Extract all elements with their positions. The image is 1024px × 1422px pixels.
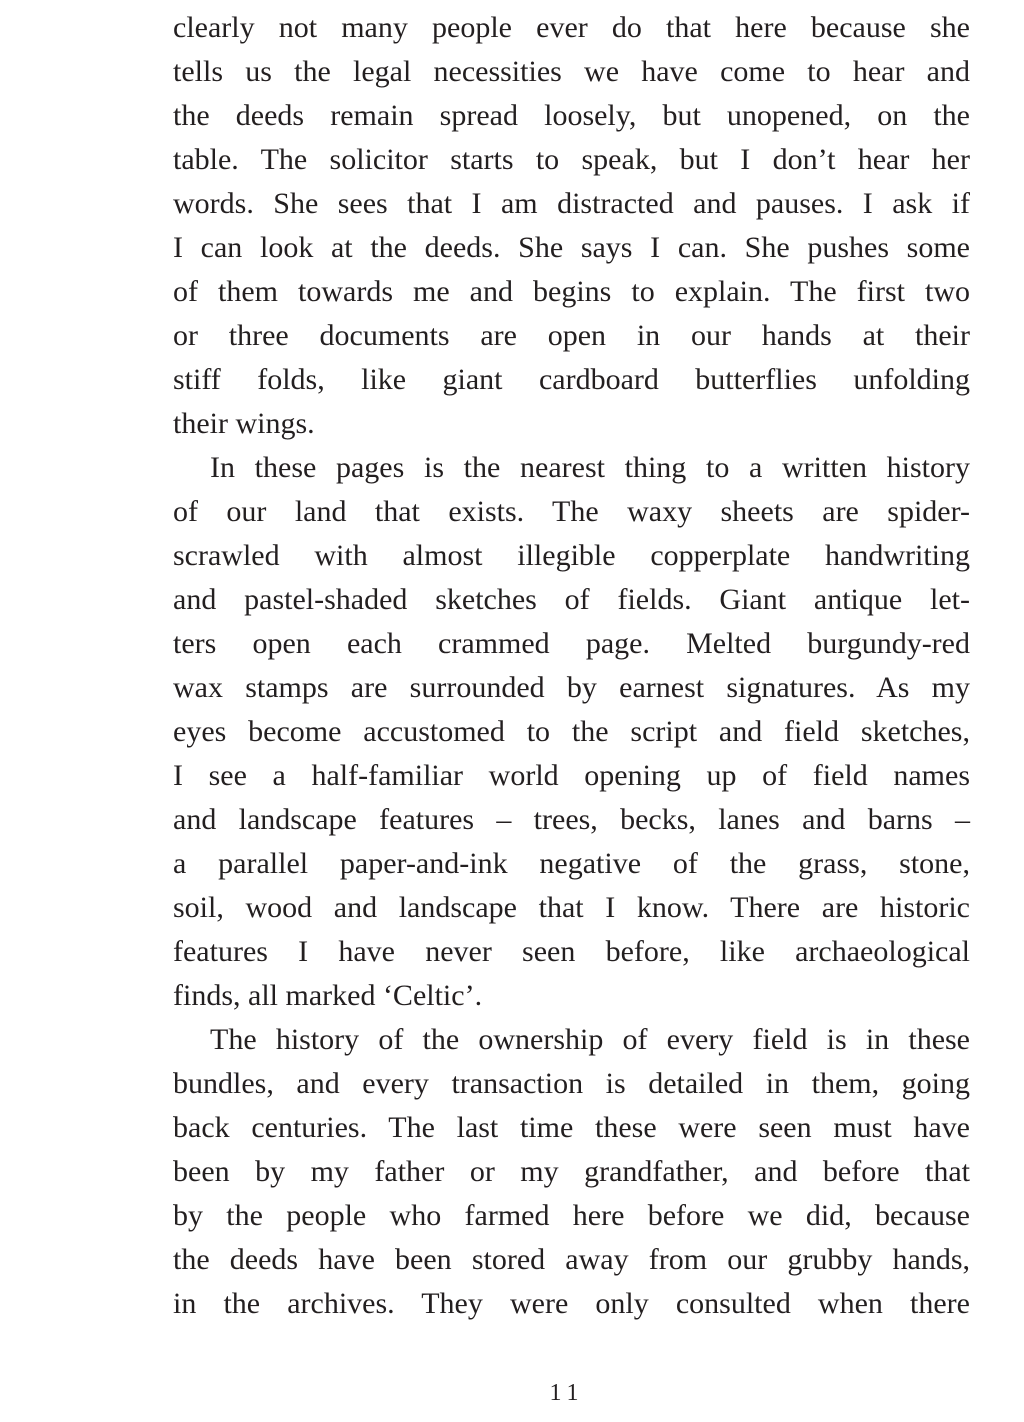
text-line: back centuries. The last time these were seen must have <box>173 1111 970 1144</box>
text-line: and pastel-shaded sketches of fields. Giant antique let- <box>173 583 970 616</box>
text-line: finds, all marked ‘Celtic’. <box>173 979 483 1012</box>
text-line: scrawled with almost illegible copperplate handwriting <box>173 539 970 572</box>
page-number: 11 <box>549 1380 585 1406</box>
text-line: In these pages is the nearest thing to a written history <box>210 451 970 484</box>
text-line: tells us the legal necessities we have come to hear and <box>173 55 970 88</box>
text-line: words. She sees that I am distracted and pauses. I ask if <box>173 187 970 220</box>
text-line: and landscape features – trees, becks, lanes and barns – <box>173 803 970 836</box>
text-line: I see a half-familiar world opening up of field names <box>173 759 970 792</box>
text-line: the deeds have been stored away from our grubby hands, <box>173 1243 970 1276</box>
text-line: table. The solicitor starts to speak, but I don’t hear her <box>173 143 970 176</box>
text-line: their wings. <box>173 407 315 440</box>
text-line: by the people who farmed here before we did, because <box>173 1199 970 1232</box>
text-line: The history of the ownership of every field is in these <box>210 1023 970 1056</box>
text-line: of them towards me and begins to explain. The first two <box>173 275 970 308</box>
paragraph <box>173 446 970 1018</box>
text-line: soil, wood and landscape that I know. There are historic <box>173 891 970 924</box>
text-line: of our land that exists. The waxy sheets are spider- <box>173 495 970 528</box>
text-line: stiff folds, like giant cardboard butterflies unfolding <box>173 363 970 396</box>
text-line: in the archives. They were only consulted when there <box>173 1287 970 1320</box>
text-line: features I have never seen before, like archaeological <box>173 935 970 968</box>
text-line: I can look at the deeds. She says I can. She pushes some <box>173 231 970 264</box>
paragraph <box>173 1018 970 1326</box>
text-line: clearly not many people ever do that here because she <box>173 11 970 44</box>
text-line: bundles, and every transaction is detailed in them, going <box>173 1067 970 1100</box>
text-line: the deeds remain spread loosely, but unopened, on the <box>173 99 970 132</box>
text-line: wax stamps are surrounded by earnest signatures. As my <box>173 671 970 704</box>
text-line: ters open each crammed page. Melted burgundy-red <box>173 627 970 660</box>
text-line: a parallel paper-and-ink negative of the grass, stone, <box>173 847 970 880</box>
body-text <box>173 6 970 1326</box>
paragraph <box>173 6 970 446</box>
text-line: or three documents are open in our hands at their <box>173 319 970 352</box>
text-line: been by my father or my grandfather, and before that <box>173 1155 970 1188</box>
text-line: eyes become accustomed to the script and field sketches, <box>173 715 970 748</box>
